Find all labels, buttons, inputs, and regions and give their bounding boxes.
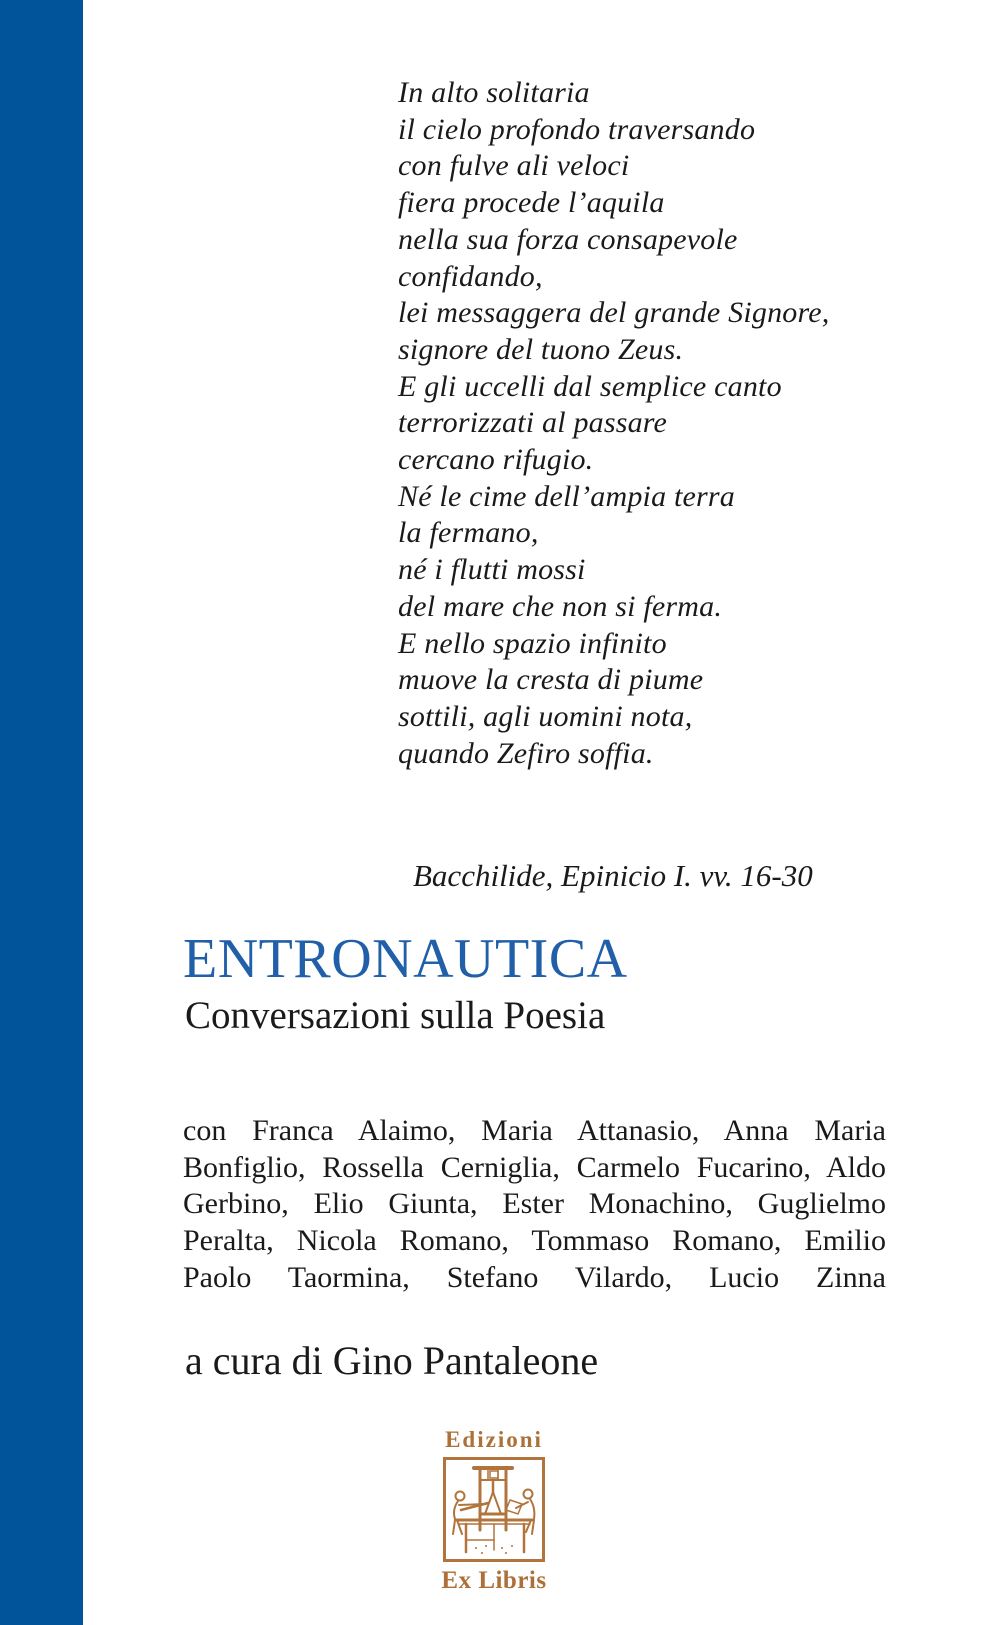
printing-press-woodcut-icon [443, 1457, 545, 1562]
poem-line: cercano rifugio. [398, 443, 594, 477]
publisher-logo [443, 1428, 545, 1593]
poem-line: nella sua forza consapevole [398, 222, 738, 256]
poem-line: lei messaggera del grande Signore, [398, 296, 830, 330]
poem-line: il cielo profondo traversando [398, 112, 756, 146]
poem-line: muove la cresta di piume [398, 663, 704, 697]
poem-line: quando Zefiro soffia. [398, 736, 654, 770]
poem-line: con fulve ali veloci [398, 149, 630, 183]
contributors-line: con Franca Alaimo, Maria Attanasio, Anna Maria [183, 1114, 886, 1147]
poem-attribution: Bacchilide, Epinicio I. vv. 16-30 [413, 858, 813, 893]
poem-line: E gli uccelli dal semplice canto [398, 369, 782, 403]
book-subtitle: Conversazioni sulla Poesia [185, 994, 606, 1037]
contributors-line: Bonfiglio, Rossella Cerniglia, Carmelo Fucarino, Aldo [183, 1150, 886, 1184]
poem-line: la fermano, [398, 516, 539, 550]
book-title: ENTRONAUTICA [183, 928, 628, 990]
poem-line: né i flutti mossi [398, 553, 586, 587]
publisher-name-edizioni: Edizioni [445, 1427, 543, 1452]
poem-line: fiera procede l’aquila [398, 186, 665, 220]
contributors-line: Peralta, Nicola Romano, Tommaso Romano, Emilio [183, 1224, 886, 1258]
poem-line: E nello spazio infinito [398, 626, 667, 660]
poem-line: terrorizzati al passare [398, 406, 668, 440]
poem-line: signore del tuono Zeus. [398, 332, 684, 366]
contributors-line: Gerbino, Elio Giunta, Ester Monachino, Guglielmo [183, 1187, 886, 1221]
poem-line: Né le cime dell’ampia terra [398, 479, 735, 513]
contributors-line: Paolo Taormina, Stefano Vilardo, Lucio Zinna [183, 1260, 886, 1294]
poem-line: del mare che non si ferma. [398, 589, 723, 623]
publisher-name-ex-libris: Ex Libris [441, 1567, 547, 1594]
curator-line: a cura di Gino Pantaleone [185, 1338, 599, 1383]
poem-line: sottili, agli uomini nota, [398, 699, 693, 733]
poem-line: confidando, [398, 259, 543, 293]
poem-line: In alto solitaria [398, 76, 590, 109]
left-accent-stripe [0, 0, 83, 1625]
epigraph-poem [398, 75, 829, 772]
contributors-paragraph [183, 1113, 886, 1297]
